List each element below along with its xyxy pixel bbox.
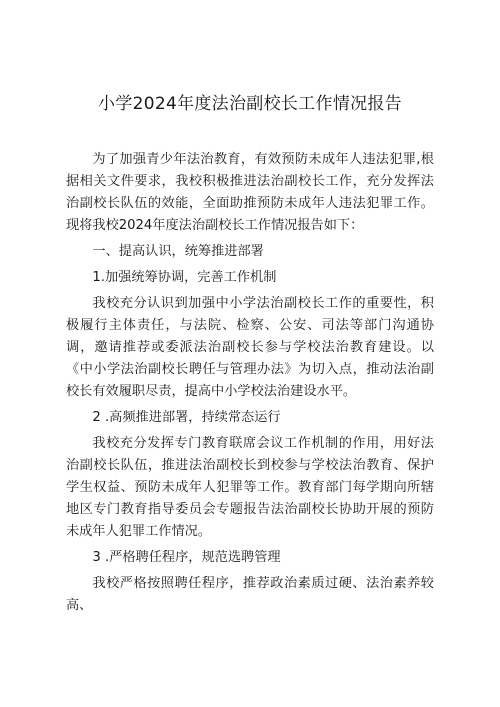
intro-paragraph: 为了加强青少年法治教育，有效预防未成年人违法犯罪,根据相关文件要求，我校积极推进法治副校长工作，充分发挥法治副校长队伍的效能，全面助推预防未成年人违法犯罪工作。现将我校2024年度法治副校长工作情况报告如下： [66,152,434,233]
subsection-paragraph-1: 我校充分认识到加强中小学法治副校长工作的重要性，积极履行主体责任，与法院、检察、公安、司法等部门沟通协调，邀请推荐或委派法治副校长参与学校法治教育建设。以《中小学法治副校长聘任与管理办法》为切入点，推动法治副校长有效履职尽责，提高中小学校法治建设水平。 [66,296,434,399]
subsection-heading-1: 1.加强统筹协调，完善工作机制 [92,270,277,285]
section-heading-1: 一、提高认识，统筹推进部署 [92,244,264,259]
document-title: 小学2024年度法治副校长工作情况报告 [98,94,402,114]
subsection-paragraph-2: 我校充分发挥专门教育联席会议工作机制的作用，用好法治副校长队伍，推进法治副校长到校参与学校法治教育、保护学生权益、预防未成年人犯罪等工作。教育部门每学期向所辖地区专门教育指导委员会专题报告法治副校长协助开展的预防未成年人犯罪工作情况。 [66,436,434,539]
document-body [66,149,434,621]
subsection-heading-2: 2 .高频推进部署，持续常态运行 [92,410,281,425]
subsection-heading-3: 3 .严格聘任程序，规范选聘管理 [92,550,281,565]
subsection-paragraph-3: 我校严格按照聘任程序，推荐政治素质过硬、法治素养较高、 [66,576,434,613]
